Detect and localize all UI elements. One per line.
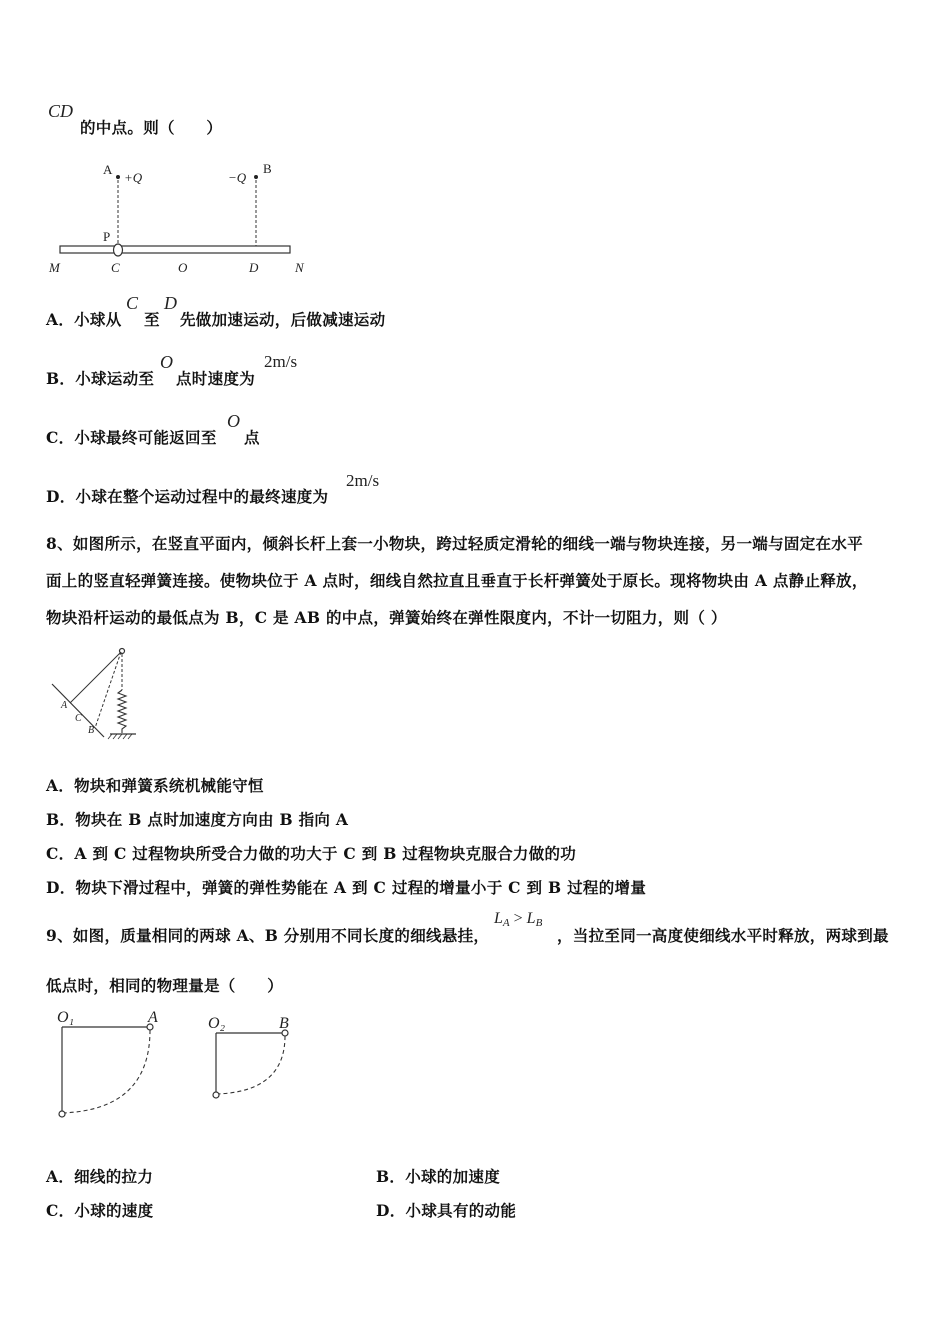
q7-option-c: C．小球最终可能返回至 xyxy=(46,428,217,447)
q7-option-b-mid: 点时速度为 xyxy=(176,369,256,388)
axis-d: D xyxy=(249,260,259,275)
label-b: B xyxy=(279,1015,289,1032)
label-a: A xyxy=(61,700,68,711)
ball-b-end xyxy=(213,1092,219,1098)
q8-option-a: A．物块和弹簧系统机械能守恒 xyxy=(46,776,264,795)
label-a: A xyxy=(148,1009,158,1026)
label-c: C xyxy=(75,713,82,724)
q9-stem-line2: 低点时，相同的物理量是（ ） xyxy=(46,976,284,995)
axis-m: M xyxy=(49,260,60,275)
q8-stem-line3: 物块沿杆运动的最低点为 B，C 是 AB 的中点，弹簧始终在弹性限度内，不计一切阻力，则（ ） xyxy=(46,608,727,627)
q8-option-b: B．物块在 B 点时加速度方向由 B 指向 A xyxy=(46,810,349,829)
q7-option-a: A．小球从 xyxy=(46,310,122,329)
axis-n: N xyxy=(295,260,304,275)
q7-option-c-suffix: 点 xyxy=(244,428,260,447)
arc-a xyxy=(62,1030,150,1113)
q8-stem-line2: 面上的竖直轻弹簧连接。使物块位于 A 点时，细线自然拉直且垂直于长杆弹簧处于原长。现将物块由 A 点静止释放， xyxy=(46,571,868,590)
label-b: B xyxy=(263,161,272,176)
q8-option-c: C．A 到 C 过程物块所受合力做的功大于 C 到 B 过程物块克服合力做的功 xyxy=(46,844,577,863)
q9-option-d: D．小球具有的动能 xyxy=(376,1201,517,1220)
cd-segment-label: CD xyxy=(48,101,74,121)
label-a: A xyxy=(103,162,113,177)
axis-c: C xyxy=(111,260,120,275)
q9-length-condition: $L_A > L_B$ xyxy=(494,910,543,929)
q7-stem-tail: 的中点。则（ ） xyxy=(80,118,223,137)
q7-option-b-var-o: O xyxy=(160,352,173,372)
label-o1: O₁ xyxy=(57,1009,75,1026)
q9-option-a: A．细线的拉力 xyxy=(46,1167,154,1186)
q7-option-a-mid: 至 xyxy=(144,310,160,329)
q8-stem-line1: 8、如图所示，在竖直平面内，倾斜长杆上套一小物块，跨过轻质定滑轮的细线一端与物块连接，另一端与固定在水平 xyxy=(46,534,863,553)
label-b: B xyxy=(88,725,95,736)
q9-stem-line1-suffix: ，当拉至同一高度使细线水平时释放，两球到最 xyxy=(557,926,889,945)
q7-option-b: B．小球运动至 xyxy=(46,369,155,388)
charge-plus-q: +Q xyxy=(124,170,143,185)
label-o2: O₂ xyxy=(208,1015,226,1032)
q7-option-b-value: 2m/s xyxy=(264,352,298,371)
q7-option-d-value: 2m/s xyxy=(346,471,380,490)
q7-option-d: D．小球在整个运动过程中的最终速度为 xyxy=(46,487,329,506)
label-p: P xyxy=(103,229,111,244)
q7-option-a-suffix: 先做加速运动，后做减速运动 xyxy=(180,310,386,329)
q8-option-d: D．物块下滑过程中，弹簧的弹性势能在 A 到 C 过程的增量小于 C 到 B 过程的增量 xyxy=(46,878,647,897)
q7-option-c-var-o: O xyxy=(227,411,240,431)
q9-option-b: B．小球的加速度 xyxy=(376,1167,501,1186)
q7-option-a-var-c: C xyxy=(126,293,139,313)
arc-b xyxy=(216,1036,285,1094)
q9-stem-line1-prefix: 9、如图，质量相同的两球 A、B 分别用不同长度的细线悬挂， xyxy=(46,926,490,945)
axis-o: O xyxy=(178,260,188,275)
charge-minus-q: −Q xyxy=(228,170,247,185)
q7-option-a-var-d: D xyxy=(164,293,177,313)
ball-a-end xyxy=(59,1111,65,1117)
q9-option-c: C．小球的速度 xyxy=(46,1201,154,1220)
